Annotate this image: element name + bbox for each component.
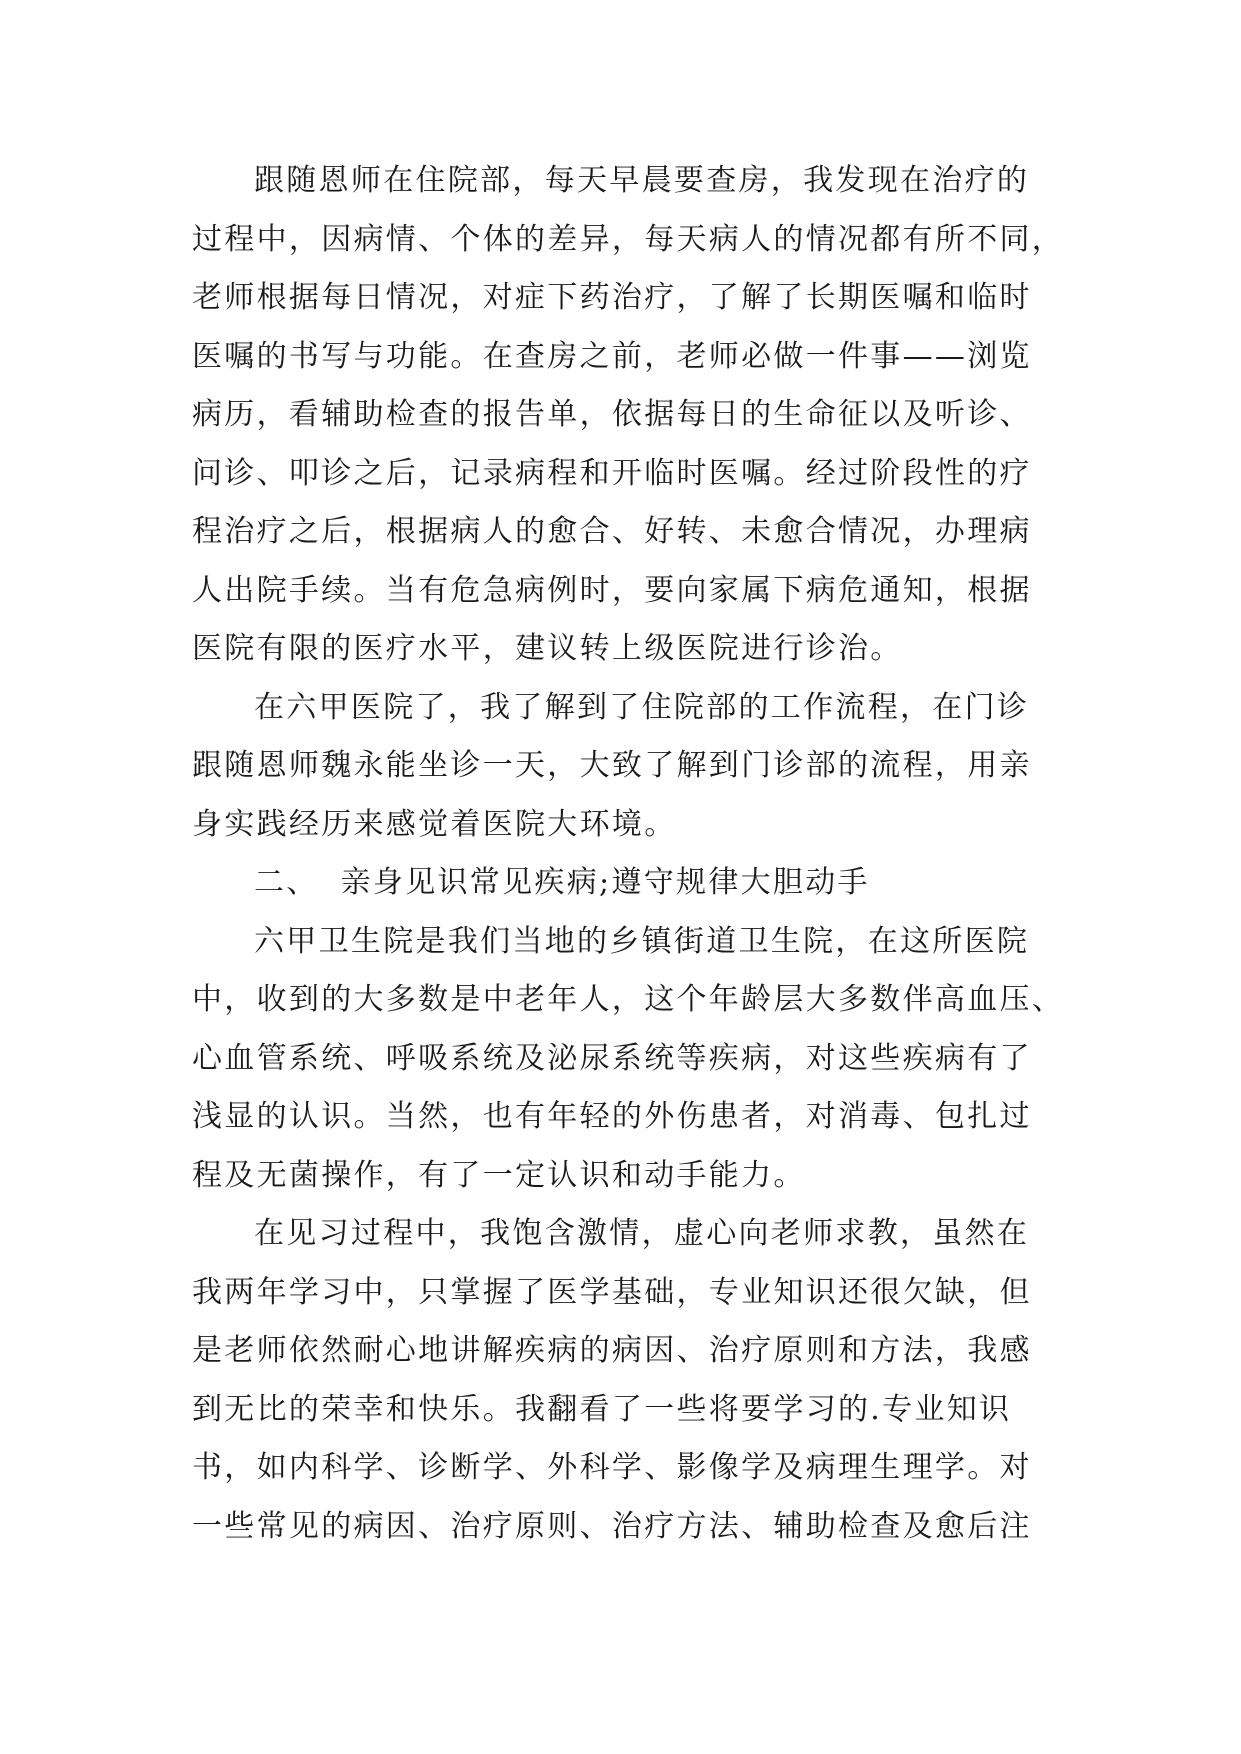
text-line: 跟随恩师魏永能坐诊一天，大致了解到门诊部的流程，用亲 [192, 748, 1032, 783]
text-line: 过程中，因病情、个体的差异，每天病人的情况都有所不同， [192, 221, 1065, 257]
text-line: 书，如内科学、诊断学、外科学、影像学及病理生理学。对 [192, 1450, 1032, 1485]
text-line: 在六甲医院了，我了解到了住院部的工作流程，在门诊 [254, 689, 1030, 725]
section-heading [192, 854, 1052, 913]
text-line: 浅显的认识。当然，也有年轻的外伤患者，对消毒、包扎过 [192, 1099, 1032, 1134]
text-line: 医嘱的书写与功能。在查房之前，老师必做一件事——浏览 [192, 338, 1032, 374]
text-line: 中，收到的大多数是中老年人，这个年龄层大多数伴高血压、 [192, 982, 1065, 1017]
text-line: 是老师依然耐心地讲解疾病的病因、治疗原则和方法，我感 [192, 1333, 1032, 1368]
section-number: 二、 [254, 865, 319, 900]
text-line: 程治疗之后，根据病人的愈合、好转、未愈合情况，办理病 [192, 514, 1032, 549]
text-line: 跟随恩师在住院部，每天早晨要查房，我发现在治疗的 [254, 163, 1030, 198]
text-line: 六甲卫生院是我们当地的乡镇街道卫生院，在这所医院 [254, 923, 1030, 959]
paragraph-common-diseases [192, 913, 1065, 1206]
text-line: 我两年学习中，只掌握了医学基础，专业知识还很欠缺，但 [192, 1274, 1032, 1310]
text-line: 老师根据每日情况，对症下药治疗，了解了长期医嘱和临时 [192, 280, 1032, 315]
text-line: 问诊、叩诊之后，记录病程和开临时医嘱。经过阶段性的疗 [192, 455, 1032, 491]
paragraph-outpatient [192, 679, 1052, 855]
text-line: 身实践经历来感觉着医院大环境。 [192, 806, 677, 842]
text-line: 人出院手续。当有危急病例时，要向家属下病危通知，根据 [192, 572, 1032, 608]
paragraph-learning [192, 1205, 1052, 1556]
text-line: 医院有限的医疗水平，建议转上级医院进行诊治。 [192, 631, 903, 666]
text-line: 到无比的荣幸和快乐。我翻看了一些将要学习的.专业知识 [192, 1391, 1012, 1427]
text-line: 程及无菌操作，有了一定认识和动手能力。 [192, 1157, 806, 1193]
document-body [192, 152, 1065, 1556]
paragraph-inpatient-rounds [192, 152, 1065, 679]
text-line: 一些常见的病因、治疗原则、治疗方法、辅助检查及愈后注 [192, 1508, 1032, 1544]
section-title: 亲身见识常见疾病;遵守规律大胆动手 [340, 865, 870, 900]
text-line: 在见习过程中，我饱含激情，虚心向老师求教，虽然在 [254, 1216, 1030, 1251]
text-line: 病历，看辅助检查的报告单，依据每日的生命征以及听诊、 [192, 397, 1032, 432]
text-line: 心血管系统、呼吸系统及泌尿系统等疾病，对这些疾病有了 [192, 1040, 1032, 1076]
